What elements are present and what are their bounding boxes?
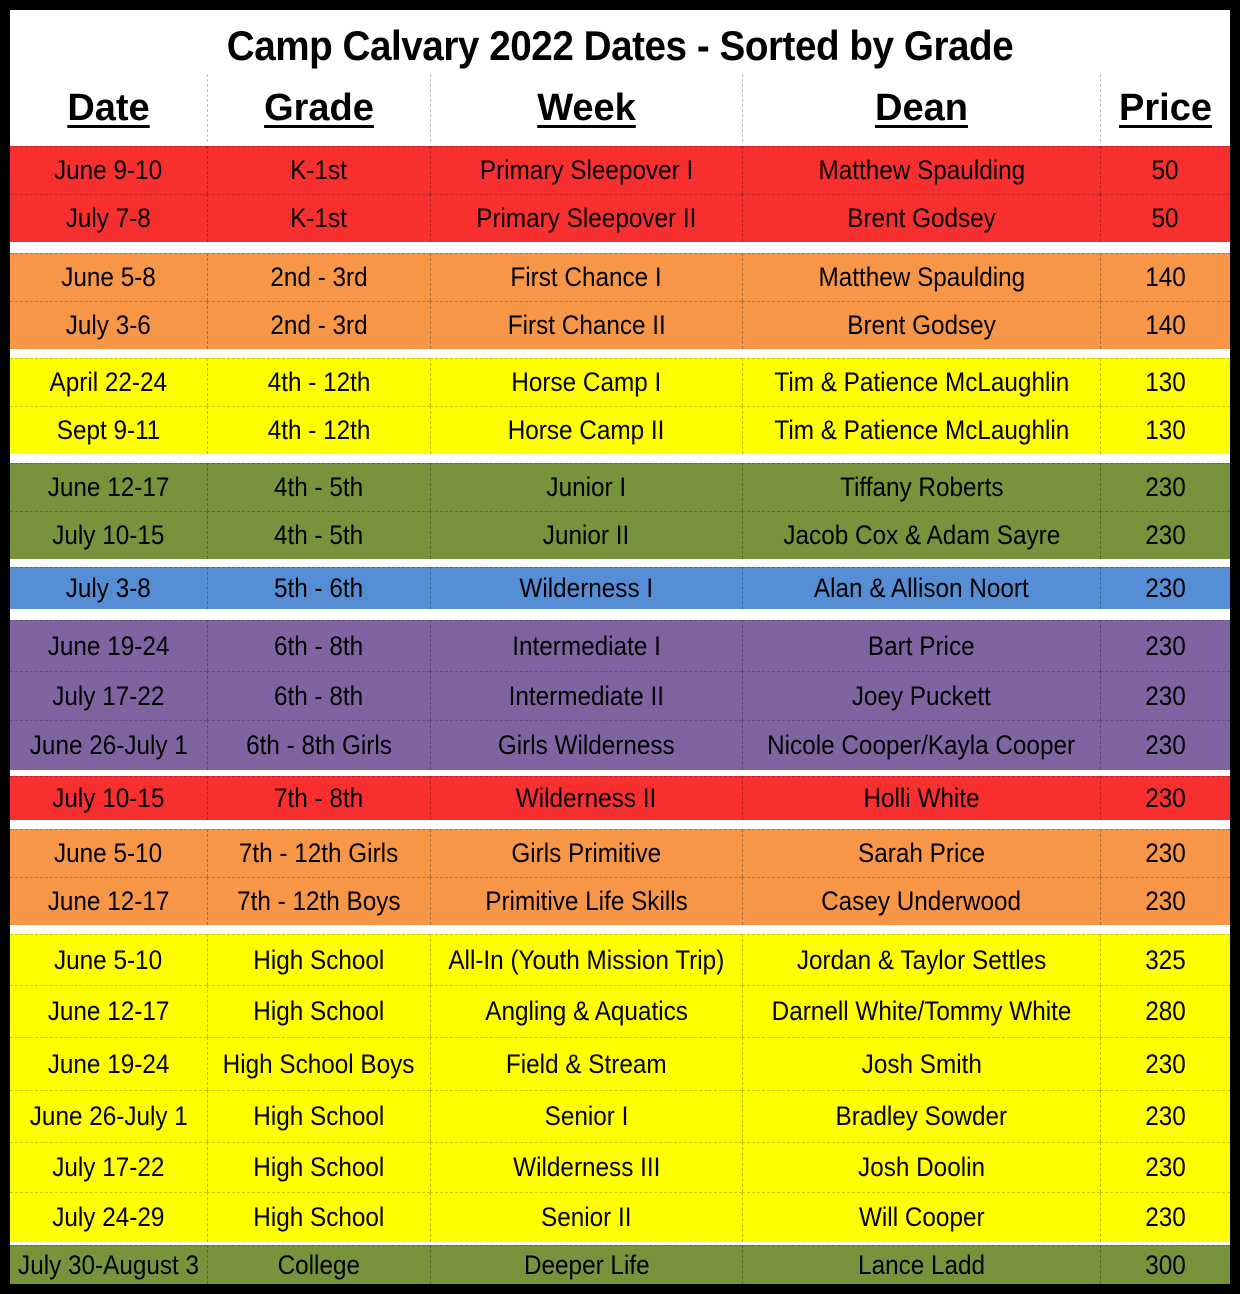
table-row — [10, 776, 1230, 820]
cell-date — [10, 877, 207, 925]
cell-text: Sept 9-11 — [56, 415, 161, 445]
cell-price — [1100, 1037, 1230, 1090]
cell-text: June 5-8 — [61, 262, 156, 292]
cell-dean — [742, 511, 1100, 559]
cell-week — [430, 671, 742, 720]
cell-week — [430, 146, 742, 194]
cell-date — [10, 146, 207, 194]
cell-text: July 30-August 3 — [17, 1249, 200, 1280]
cell-grade — [207, 463, 430, 511]
cell-week — [430, 1192, 742, 1242]
table-row — [10, 934, 1230, 985]
cell-text: June 5-10 — [54, 944, 163, 975]
cell-text: 230 — [1145, 783, 1186, 813]
cell-text: 230 — [1145, 1202, 1186, 1232]
cell-grade — [207, 1142, 430, 1192]
cell-text: Primary Sleepover I — [479, 155, 694, 185]
cell-price — [1100, 194, 1230, 242]
cell-text: July 7-8 — [65, 203, 152, 233]
cell-text: Horse Camp II — [508, 415, 665, 445]
cell-price — [1100, 1090, 1230, 1142]
cell-text: July 3-8 — [65, 573, 152, 603]
cell-text: Deeper Life — [523, 1249, 650, 1280]
cell-dean — [742, 829, 1100, 877]
cell-price — [1100, 877, 1230, 925]
cell-text: High School — [253, 944, 385, 975]
cell-text: Wilderness III — [512, 1152, 661, 1182]
cell-text: 230 — [1145, 573, 1186, 603]
table-row — [10, 877, 1230, 925]
cell-text: Horse Camp I — [511, 367, 662, 397]
cell-dean — [742, 1192, 1100, 1242]
cell-dean — [742, 1090, 1100, 1142]
cell-week — [430, 620, 742, 671]
cell-text: Nicole Cooper/Kayla Cooper — [767, 730, 1076, 760]
cell-dean — [742, 671, 1100, 720]
cell-text: All-In (Youth Mission Trip) — [448, 944, 725, 975]
cell-price — [1100, 985, 1230, 1037]
cell-text: July 10-15 — [52, 783, 165, 813]
cell-text: June 12-17 — [47, 996, 170, 1026]
cell-price — [1100, 358, 1230, 406]
cell-dean — [742, 985, 1100, 1037]
cell-date — [10, 1192, 207, 1242]
cell-text: Josh Doolin — [858, 1152, 985, 1182]
cell-text: 230 — [1145, 730, 1186, 760]
cell-date — [10, 511, 207, 559]
cell-text: July 24-29 — [52, 1202, 165, 1232]
cell-text: 7th - 12th Boys — [237, 886, 401, 916]
cell-week — [430, 1037, 742, 1090]
cell-text: Angling & Aquatics — [485, 996, 688, 1026]
cell-text: First Chance I — [510, 262, 663, 292]
cell-text: 230 — [1145, 838, 1186, 868]
cell-text: 230 — [1145, 680, 1186, 711]
cell-date — [10, 406, 207, 454]
cell-price — [1100, 829, 1230, 877]
cell-text: Will Cooper — [858, 1202, 985, 1232]
cell-grade — [207, 985, 430, 1037]
cell-grade — [207, 1245, 430, 1284]
cell-date — [10, 1245, 207, 1284]
cell-text: Wilderness I — [519, 573, 654, 603]
cell-text: High School — [253, 1101, 385, 1131]
cell-text: 230 — [1145, 886, 1186, 916]
table-row — [10, 720, 1230, 770]
cell-text: 50 — [1151, 155, 1180, 185]
cell-text: High School — [253, 996, 385, 1026]
cell-grade — [207, 567, 430, 609]
cell-text: 4th - 5th — [274, 520, 364, 550]
cell-text: K-1st — [290, 155, 348, 185]
cell-text: Darnell White/Tommy White — [771, 996, 1072, 1026]
cell-text: July 3-6 — [65, 310, 152, 340]
cell-text: Intermediate II — [508, 680, 665, 711]
cell-text: 300 — [1145, 1249, 1186, 1280]
cell-date — [10, 720, 207, 770]
cell-text: High School Boys — [223, 1048, 415, 1079]
cell-text: 230 — [1145, 472, 1186, 502]
table-row — [10, 1142, 1230, 1192]
cell-text: 130 — [1145, 367, 1186, 397]
cell-text: Tim & Patience McLaughlin — [774, 415, 1069, 445]
table-row — [10, 1090, 1230, 1142]
cell-text: April 22-24 — [49, 367, 168, 397]
cell-date — [10, 1037, 207, 1090]
column-header-dean: Dean — [742, 74, 1100, 142]
cell-text: July 17-22 — [52, 680, 165, 711]
cell-text: 2nd - 3rd — [270, 310, 368, 340]
cell-text: Senior I — [544, 1101, 629, 1131]
cell-dean — [742, 1142, 1100, 1192]
cell-text: 140 — [1145, 262, 1186, 292]
cell-date — [10, 776, 207, 820]
cell-price — [1100, 671, 1230, 720]
cell-price — [1100, 567, 1230, 609]
cell-text: Matthew Spaulding — [818, 262, 1025, 292]
cell-text: 325 — [1145, 944, 1186, 975]
cell-text: Jacob Cox & Adam Sayre — [783, 520, 1060, 550]
cell-dean — [742, 567, 1100, 609]
cell-week — [430, 511, 742, 559]
cell-price — [1100, 253, 1230, 301]
table-row — [10, 406, 1230, 454]
cell-week — [430, 358, 742, 406]
cell-week — [430, 194, 742, 242]
cell-text: July 10-15 — [52, 520, 165, 550]
table-row — [10, 146, 1230, 194]
cell-text: Alan & Allison Noort — [814, 573, 1029, 603]
cell-price — [1100, 1192, 1230, 1242]
table-row — [10, 829, 1230, 877]
cell-week — [430, 720, 742, 770]
cell-text: 50 — [1151, 203, 1180, 233]
cell-price — [1100, 934, 1230, 985]
cell-date — [10, 194, 207, 242]
cell-dean — [742, 301, 1100, 349]
cell-week — [430, 301, 742, 349]
cell-date — [10, 829, 207, 877]
cell-dean — [742, 877, 1100, 925]
cell-dean — [742, 776, 1100, 820]
cell-grade — [207, 776, 430, 820]
cell-text: 6th - 8th — [274, 630, 364, 661]
cell-price — [1100, 463, 1230, 511]
cell-grade — [207, 1090, 430, 1142]
column-header-grade: Grade — [207, 74, 430, 142]
cell-price — [1100, 146, 1230, 194]
cell-text: 6th - 8th — [274, 680, 364, 711]
cell-text: Matthew Spaulding — [818, 155, 1025, 185]
cell-text: Lance Ladd — [857, 1249, 986, 1280]
cell-text: 230 — [1145, 520, 1186, 550]
table-row — [10, 253, 1230, 301]
cell-dean — [742, 934, 1100, 985]
cell-text: June 9-10 — [54, 155, 163, 185]
cell-grade — [207, 358, 430, 406]
cell-grade — [207, 194, 430, 242]
cell-text: 2nd - 3rd — [270, 262, 368, 292]
cell-text: College — [277, 1249, 361, 1280]
cell-text: Girls Wilderness — [498, 730, 675, 760]
cell-week — [430, 829, 742, 877]
cell-date — [10, 253, 207, 301]
cell-date — [10, 934, 207, 985]
table-row — [10, 358, 1230, 406]
cell-text: June 19-24 — [47, 1048, 170, 1079]
cell-text: 230 — [1145, 1101, 1186, 1131]
cell-week — [430, 463, 742, 511]
cell-grade — [207, 406, 430, 454]
cell-text: Junior I — [546, 472, 627, 502]
cell-price — [1100, 511, 1230, 559]
table-row — [10, 1037, 1230, 1090]
table-row — [10, 194, 1230, 242]
cell-date — [10, 567, 207, 609]
cell-text: Intermediate I — [512, 630, 661, 661]
table-row — [10, 567, 1230, 609]
table-row — [10, 985, 1230, 1037]
cell-text: 230 — [1145, 1048, 1186, 1079]
cell-price — [1100, 776, 1230, 820]
cell-grade — [207, 1037, 430, 1090]
cell-text: July 17-22 — [52, 1152, 165, 1182]
table-row — [10, 463, 1230, 511]
cell-price — [1100, 620, 1230, 671]
cell-week — [430, 567, 742, 609]
cell-week — [430, 406, 742, 454]
cell-week — [430, 985, 742, 1037]
cell-grade — [207, 829, 430, 877]
cell-price — [1100, 1245, 1230, 1284]
table-row — [10, 1192, 1230, 1242]
cell-week — [430, 776, 742, 820]
cell-text: Primitive Life Skills — [485, 886, 688, 916]
cell-text: Sarah Price — [858, 838, 985, 868]
cell-grade — [207, 934, 430, 985]
cell-dean — [742, 194, 1100, 242]
cell-text: 230 — [1145, 630, 1186, 661]
cell-text: Girls Primitive — [511, 838, 662, 868]
cell-dean — [742, 1037, 1100, 1090]
cell-text: Primary Sleepover II — [476, 203, 697, 233]
cell-text: 230 — [1145, 1152, 1186, 1182]
cell-price — [1100, 720, 1230, 770]
cell-text: First Chance II — [507, 310, 666, 340]
cell-text: Brent Godsey — [847, 203, 996, 233]
cell-dean — [742, 146, 1100, 194]
cell-dean — [742, 406, 1100, 454]
cell-text: Joey Puckett — [851, 680, 992, 711]
column-header-date: Date — [67, 86, 150, 129]
cell-text: June 26-July 1 — [29, 1101, 188, 1131]
cell-text: Casey Underwood — [821, 886, 1022, 916]
cell-dean — [742, 1245, 1100, 1284]
column-header-week: Week — [430, 74, 742, 142]
cell-dean — [742, 463, 1100, 511]
cell-text: Junior II — [543, 520, 630, 550]
table-row — [10, 620, 1230, 671]
cell-text: 5th - 6th — [274, 573, 364, 603]
cell-grade — [207, 1192, 430, 1242]
cell-week — [430, 1090, 742, 1142]
cell-grade — [207, 877, 430, 925]
cell-text: Holli White — [863, 783, 980, 813]
cell-text: 7th - 8th — [274, 783, 364, 813]
cell-text: Bart Price — [868, 630, 975, 661]
cell-week — [430, 1245, 742, 1284]
cell-text: June 12-17 — [47, 886, 170, 916]
cell-week — [430, 934, 742, 985]
cell-text: Josh Smith — [861, 1048, 982, 1079]
cell-text: Tiffany Roberts — [839, 472, 1004, 502]
cell-text: Bradley Sowder — [835, 1101, 1008, 1131]
cell-grade — [207, 720, 430, 770]
cell-text: Wilderness II — [516, 783, 657, 813]
cell-dean — [742, 253, 1100, 301]
cell-text: High School — [253, 1152, 385, 1182]
cell-text: 280 — [1145, 996, 1186, 1026]
cell-text: Brent Godsey — [847, 310, 996, 340]
cell-text: 4th - 5th — [274, 472, 364, 502]
cell-text: 4th - 12th — [267, 367, 371, 397]
cell-text: June 26-July 1 — [29, 730, 188, 760]
cell-date — [10, 301, 207, 349]
cell-dean — [742, 720, 1100, 770]
cell-grade — [207, 511, 430, 559]
column-header-price: Price — [1100, 74, 1230, 142]
cell-text: K-1st — [290, 203, 348, 233]
cell-text: Jordan & Taylor Settles — [796, 944, 1047, 975]
cell-date — [10, 358, 207, 406]
cell-price — [1100, 406, 1230, 454]
cell-text: Senior II — [541, 1202, 632, 1232]
cell-grade — [207, 253, 430, 301]
cell-text: 7th - 12th Girls — [239, 838, 399, 868]
cell-week — [430, 1142, 742, 1192]
cell-text: June 5-10 — [54, 838, 163, 868]
cell-price — [1100, 301, 1230, 349]
cell-date — [10, 1090, 207, 1142]
cell-date — [10, 671, 207, 720]
table-row — [10, 1245, 1230, 1284]
cell-text: 4th - 12th — [267, 415, 371, 445]
table-row — [10, 511, 1230, 559]
cell-week — [430, 877, 742, 925]
cell-price — [1100, 1142, 1230, 1192]
cell-date — [10, 463, 207, 511]
cell-date — [10, 1142, 207, 1192]
cell-dean — [742, 620, 1100, 671]
cell-date — [10, 985, 207, 1037]
cell-grade — [207, 671, 430, 720]
cell-text: 6th - 8th Girls — [246, 730, 392, 760]
cell-text: 140 — [1145, 310, 1186, 340]
table-row — [10, 671, 1230, 720]
cell-date — [10, 620, 207, 671]
cell-text: Tim & Patience McLaughlin — [774, 367, 1069, 397]
cell-text: 130 — [1145, 415, 1186, 445]
table-row — [10, 301, 1230, 349]
cell-week — [430, 253, 742, 301]
cell-text: June 19-24 — [47, 630, 170, 661]
cell-grade — [207, 620, 430, 671]
cell-grade — [207, 146, 430, 194]
page-title: Camp Calvary 2022 Dates - Sorted by Grade — [226, 22, 1014, 69]
cell-grade — [207, 301, 430, 349]
cell-text: June 12-17 — [47, 472, 170, 502]
schedule-sheet — [10, 10, 1230, 1284]
cell-dean — [742, 358, 1100, 406]
cell-text: Field & Stream — [506, 1048, 667, 1079]
cell-text: High School — [253, 1202, 385, 1232]
